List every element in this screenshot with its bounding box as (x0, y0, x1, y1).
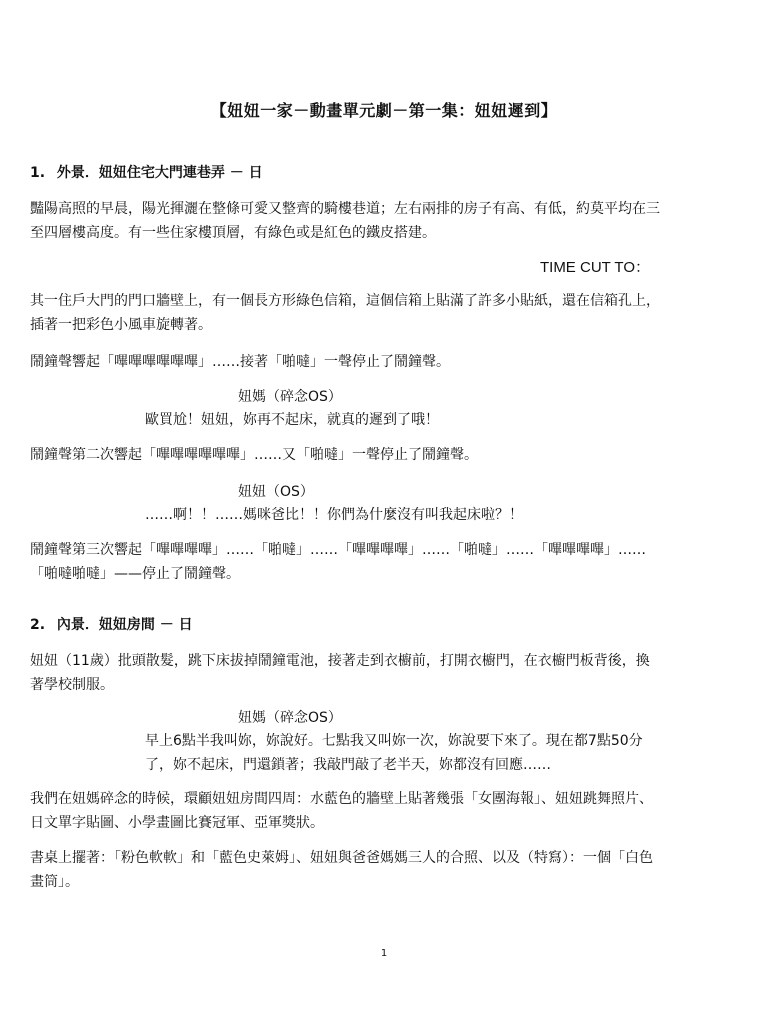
scene-heading-text: 外景．妞妞住宅大門連巷弄 － 日 (56, 165, 263, 181)
action-paragraph: 鬧鐘聲第三次響起「嗶嗶嗶嗶」……「啪噠」……「嗶嗶嗶嗶」……「啪噠」……「嗶嗶嗶嗶」……「啪噠啪噠」——停止了鬧鐘聲。 (30, 542, 646, 582)
character-name: 妞媽（碎念OS） (238, 710, 342, 726)
page-number: 1 (380, 948, 388, 959)
character-name: 妞媽（碎念OS） (238, 389, 342, 405)
action-paragraph: 我們在妞媽碎念的時候，環顧妞妞房間四周：水藍色的牆壁上貼著幾張「女團海報」、妞妞跳舞照片、日文單字貼圖、小學畫圖比賽冠軍、亞軍獎狀。 (30, 791, 653, 831)
dialogue-line: ……啊！！……媽咪爸比！！你們為什麼沒有叫我起床啦？！ (145, 507, 523, 523)
dialogue-line: 歐買尬！妞妞，妳再不起床，就真的遲到了哦！ (145, 412, 439, 428)
scene-number: 1. (30, 165, 46, 181)
action-paragraph: 豔陽高照的早晨，陽光揮灑在整條可愛又整齊的騎樓巷道；左右兩排的房子有高、有低，約莫平均在三至四層樓高度。有一些住家樓頂層，有綠色或是紅色的鐵皮搭建。 (30, 201, 660, 241)
scene-number: 2. (30, 617, 46, 633)
dialogue-line: 早上6點半我叫妳，妳說好。七點我又叫妳一次，妳說要下來了。現在都7點50分了，妳不起床，門還鎖著；我敲門敲了老半天，妳都沒有回應…… (145, 733, 643, 773)
action-paragraph: 書桌上擺著：「粉色軟軟」和「藍色史萊姆」、妞妞與爸爸媽媽三人的合照、以及（特寫）：一個「白色畫筒」。 (30, 850, 653, 890)
action-paragraph: 鬧鐘聲響起「嗶嗶嗶嗶嗶嗶」……接著「啪噠」一聲停止了鬧鐘聲。 (30, 354, 450, 370)
scene-heading-2 (30, 614, 193, 634)
scene-heading-text: 內景．妞妞房間 － 日 (56, 617, 193, 633)
character-name: 妞妞（OS） (238, 484, 314, 500)
action-paragraph: 鬧鐘聲第二次響起「嗶嗶嗶嗶嗶嗶」……又「啪噠」一聲停止了鬧鐘聲。 (30, 447, 478, 463)
action-paragraph: 妞妞（11歲）批頭散髮，跳下床拔掉鬧鐘電池，接著走到衣櫥前，打開衣櫥門，在衣櫥門板背後，換著學校制服。 (30, 653, 650, 693)
transition-text: TIME CUT TO： (539, 259, 650, 276)
scene-heading-1 (30, 162, 263, 182)
action-paragraph: 其一住戶大門的門口牆壁上，有一個長方形綠色信箱，這個信箱上貼滿了許多小貼紙，還在信箱孔上，插著一把彩色小風車旋轉著。 (30, 293, 660, 333)
document-title: 【妞妞一家－動畫單元劇－第一集：妞妞遲到】 (210, 101, 558, 120)
